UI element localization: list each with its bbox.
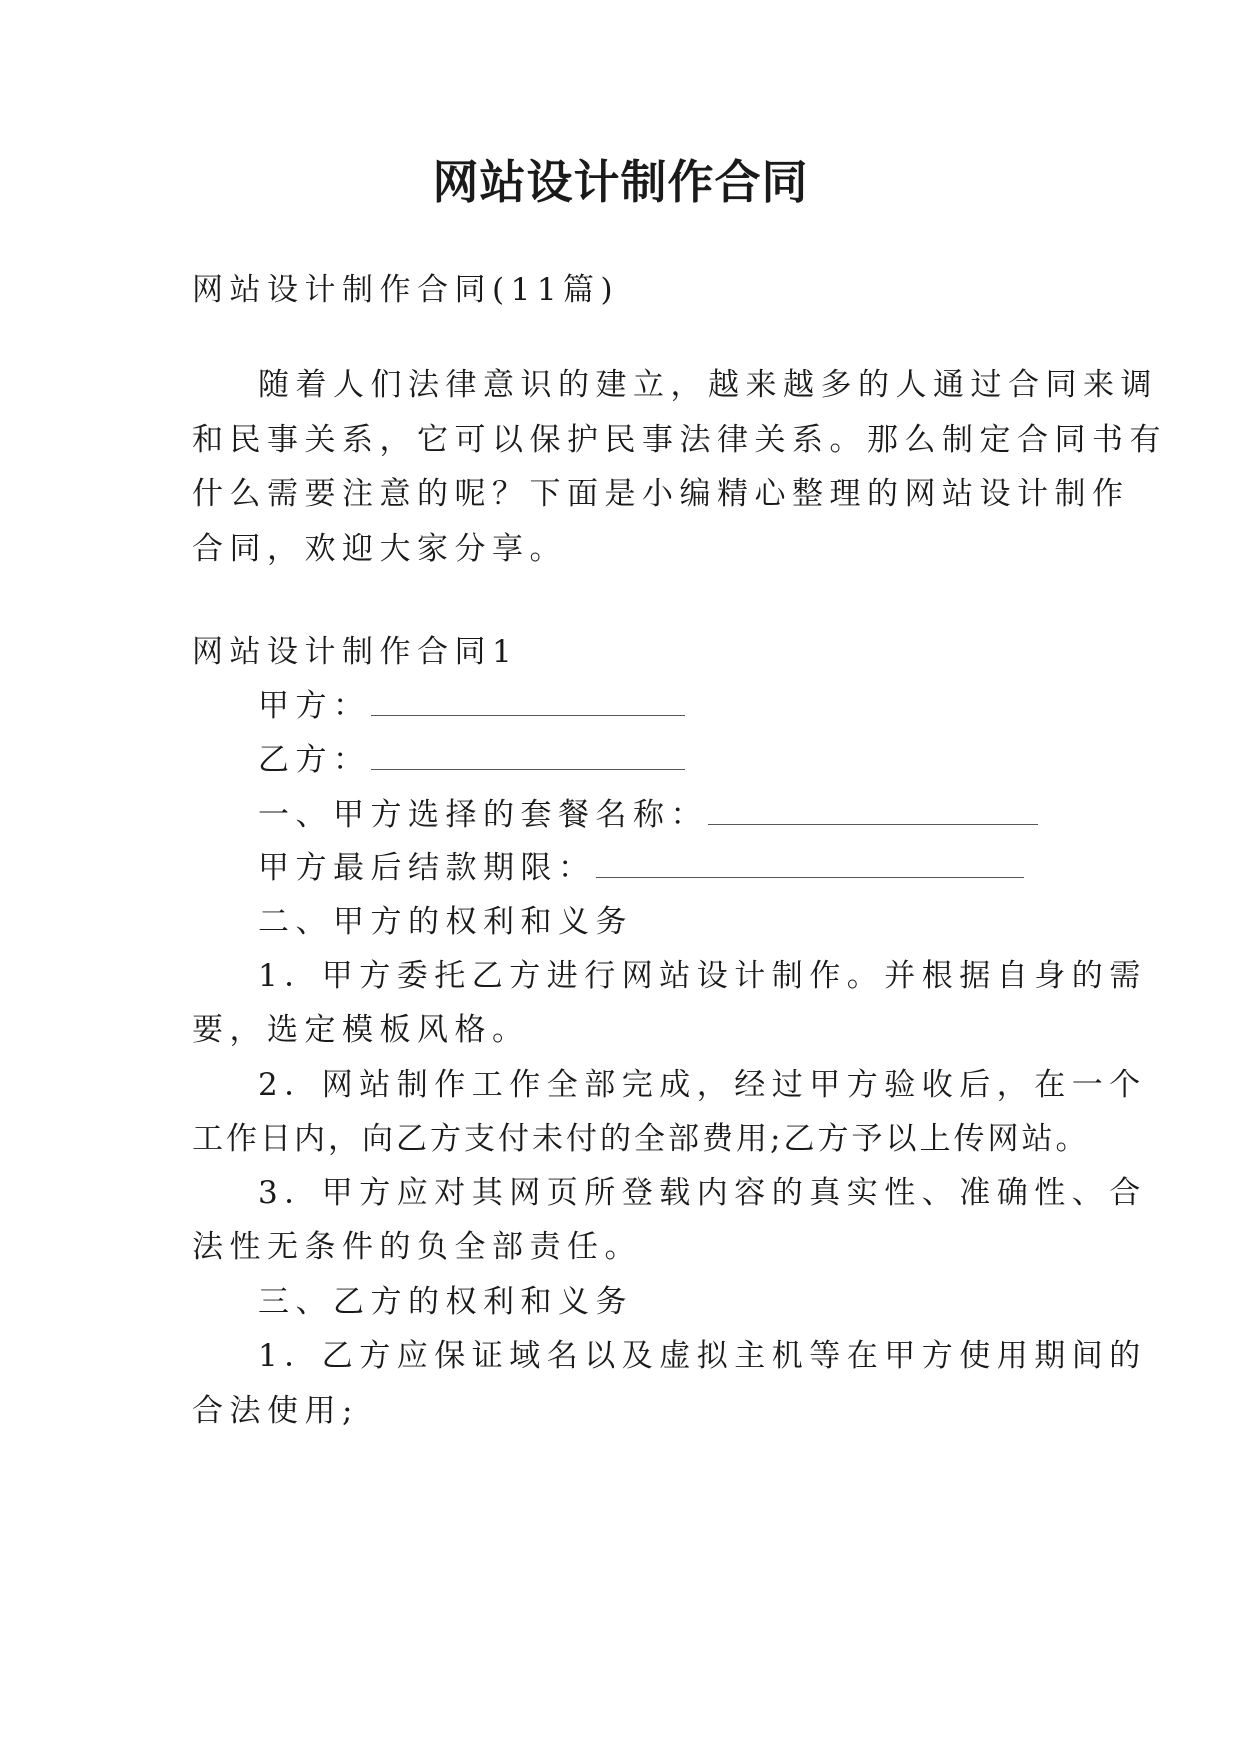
intro-line-1: 随着人们法律意识的建立，越来越多的人通过合同来调 xyxy=(258,367,1158,403)
deadline-blank xyxy=(596,847,1024,878)
section-heading: 网站设计制作合同1 xyxy=(192,634,519,670)
clause-a2-line-2: 工作日内，向乙方支付未付的全部费用;乙方予以上传网站。 xyxy=(192,1121,1090,1157)
document-subtitle: 网站设计制作合同(11篇) xyxy=(192,272,620,308)
deadline-label: 甲方最后结款期限： xyxy=(258,850,596,886)
clause-heading-party-b: 三、乙方的权利和义务 xyxy=(258,1284,633,1320)
intro-line-3: 什么需要注意的呢？下面是小编精心整理的网站设计制作 xyxy=(192,476,1130,512)
clause-a1-line-2: 要，选定模板风格。 xyxy=(192,1012,530,1048)
intro-line-2: 和民事关系，它可以保护民事法律关系。那么制定合同书有 xyxy=(192,422,1167,458)
clause-a3-line-2: 法性无条件的负全部责任。 xyxy=(192,1229,642,1265)
package-field xyxy=(258,793,1128,837)
document-title: 网站设计制作合同 xyxy=(432,155,809,209)
party-b-blank xyxy=(371,739,685,770)
clause-b1-line-1: 1．乙方应保证域名以及虚拟主机等在甲方使用期间的 xyxy=(258,1338,1147,1374)
clause-a3-line-1: 3．甲方应对其网页所登载内容的真实性、准确性、合 xyxy=(258,1175,1147,1211)
intro-line-4: 合同，欢迎大家分享。 xyxy=(192,531,567,567)
party-b-label: 乙方： xyxy=(258,742,371,778)
clause-a1-line-1: 1．甲方委托乙方进行网站设计制作。并根据自身的需 xyxy=(258,958,1147,994)
package-label: 一、甲方选择的套餐名称： xyxy=(258,797,708,833)
package-blank xyxy=(708,794,1038,825)
party-a-field xyxy=(258,684,1128,728)
party-a-label: 甲方： xyxy=(258,688,371,724)
party-a-blank xyxy=(371,685,685,716)
clause-heading-party-a: 二、甲方的权利和义务 xyxy=(258,904,633,940)
deadline-field xyxy=(258,846,1128,890)
clause-a2-line-1: 2．网站制作工作全部完成，经过甲方验收后，在一个 xyxy=(258,1067,1147,1103)
clause-b1-line-2: 合法使用; xyxy=(192,1393,359,1429)
party-b-field xyxy=(258,738,1128,782)
